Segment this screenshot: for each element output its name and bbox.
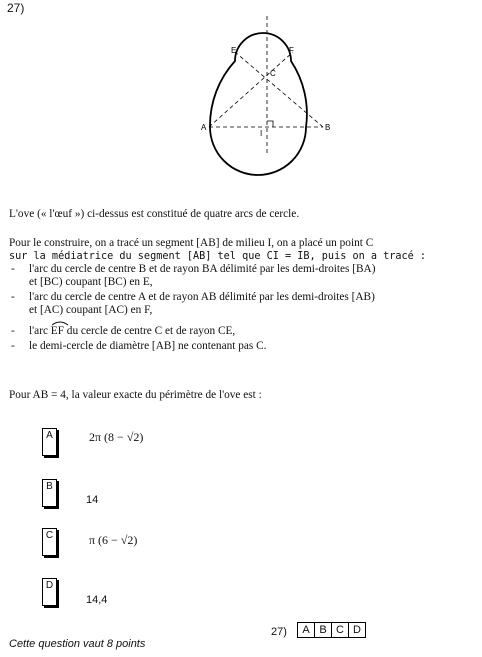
step-text: et [BC) coupant [BC) en E,	[29, 276, 153, 288]
construction-steps	[9, 263, 375, 353]
choice-value-c: π (6 − √2)	[89, 533, 138, 547]
construction-line-1: Pour le construire, on a tracé un segment [AB] de milieu I, on a placé un point C	[9, 237, 374, 249]
step-dash: -	[11, 325, 15, 337]
half-line-ac	[209, 52, 293, 127]
step-dash: -	[11, 340, 15, 352]
question-number: 27)	[7, 1, 25, 15]
point-label-i: I	[260, 129, 263, 138]
point-label-c: C	[270, 69, 276, 78]
step-text: le demi-cercle de diamètre [AB] ne contenant pas C.	[29, 340, 267, 352]
answer-cell-a[interactable]: A	[298, 623, 315, 638]
step-text: du cercle de centre C et de rayon CE,	[63, 325, 236, 337]
egg-figure	[190, 14, 340, 194]
question-prompt: Pour AB = 4, la valeur exacte du périmètre de l'ove est :	[9, 389, 262, 401]
answer-cell-d[interactable]: D	[349, 623, 366, 638]
choice-value-d: 14,4	[86, 594, 108, 606]
point-label-f: F	[289, 46, 294, 55]
answer-cell-c[interactable]: C	[332, 623, 349, 638]
answer-cell-b[interactable]: B	[315, 623, 332, 638]
choice-box-d[interactable]: D	[42, 578, 57, 606]
point-label-e: E	[231, 46, 237, 55]
step-2	[9, 291, 375, 317]
step-text: l'arc	[29, 325, 51, 337]
arc-ef-label: EF	[50, 325, 64, 337]
point-label-a: A	[201, 123, 207, 132]
step-3	[9, 325, 375, 338]
step-text: et [AC) coupant [AC) en F,	[29, 304, 153, 316]
choice-box-b[interactable]: B	[42, 479, 57, 507]
answer-grid-label: 27)	[271, 626, 287, 638]
points-note: Cette question vaut 8 points	[9, 638, 146, 650]
choice-box-a[interactable]: A	[42, 428, 57, 456]
arc-symbol	[51, 320, 69, 326]
intro-line: L'ove (« l'œuf ») ci-dessus est constitué de quatre arcs de cercle.	[9, 208, 300, 220]
step-1	[9, 263, 375, 289]
step-4	[9, 340, 375, 353]
choice-value-a: 2π (8 − √2)	[89, 430, 144, 444]
point-label-b: B	[325, 123, 331, 132]
step-text: l'arc du cercle de centre A et de rayon AB délimité par les demi-droites [AB)	[29, 291, 375, 303]
right-angle-mark	[267, 121, 273, 127]
choice-box-c[interactable]: C	[42, 528, 57, 556]
step-dash: -	[11, 263, 15, 275]
answer-grid	[297, 622, 366, 638]
choice-value-b: 14	[86, 494, 99, 506]
step-dash: -	[11, 291, 15, 303]
construction-line-2: sur la médiatrice du segment [AB] tel que CI = IB, puis on a tracé :	[9, 251, 427, 262]
half-line-bc	[235, 52, 323, 127]
step-text: l'arc du cercle de centre B et de rayon BA délimité par les demi-droites [BA)	[29, 263, 376, 275]
arc-ef	[51, 325, 64, 338]
intro-text	[9, 208, 299, 221]
